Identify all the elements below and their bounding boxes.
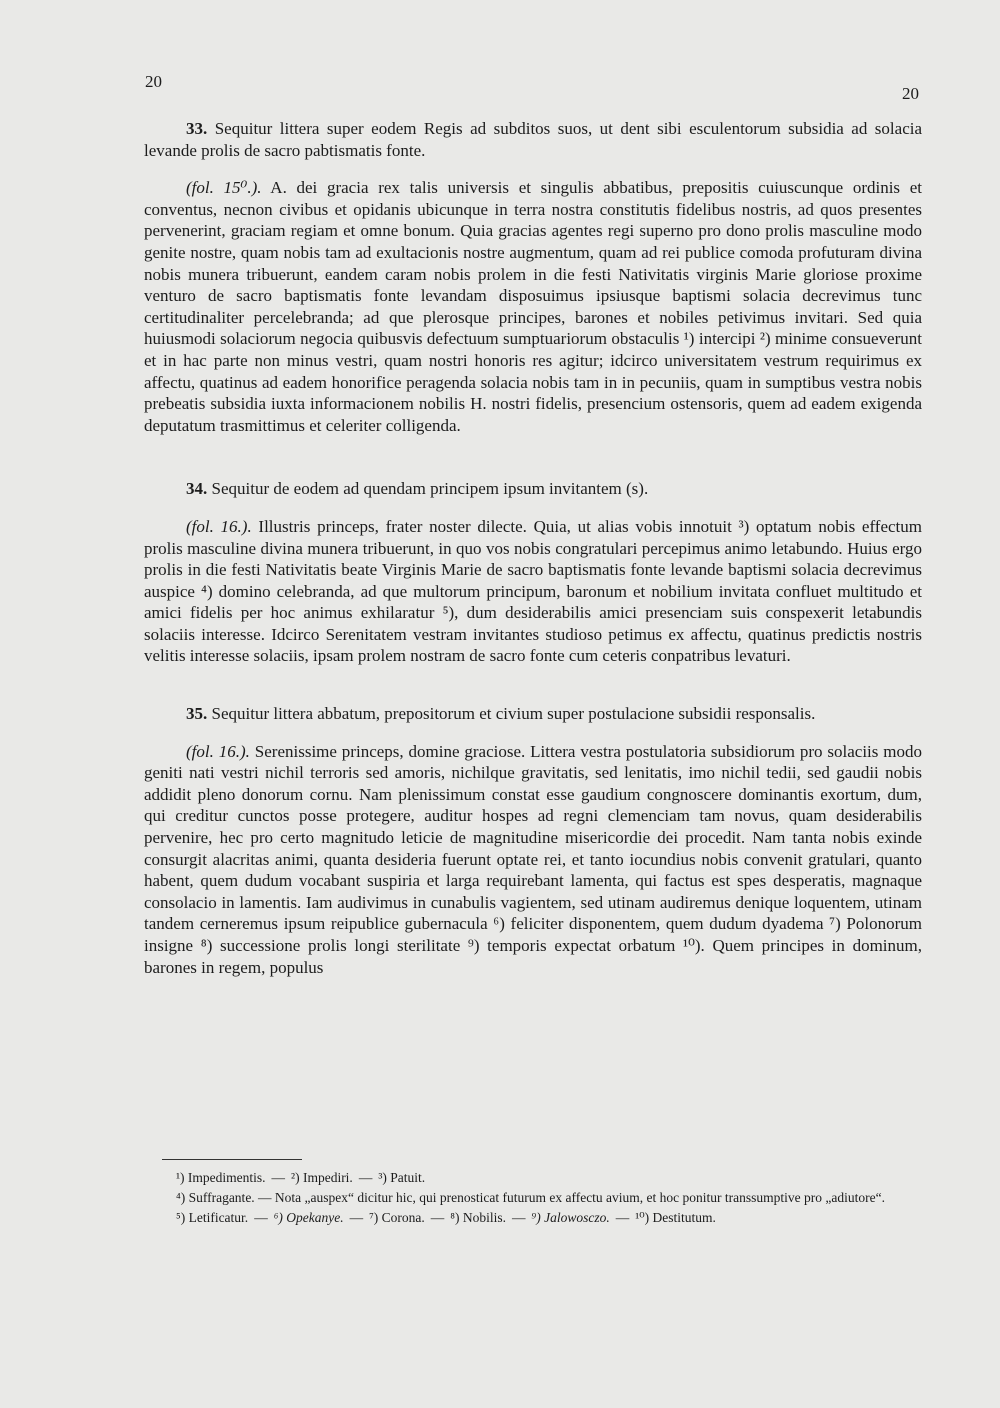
footnote-line bbox=[144, 1208, 922, 1228]
footnote: ¹⁰) Destitutum. bbox=[635, 1210, 716, 1225]
section-text: Illustris princeps, frater noster dilecte. Quia, ut alias vobis innotuit ³) optatum nobis effectum prolis masculine divina munera tribuerunt, in quo vos nobis congratulari percepimus animo letabundo. Huius ergo prolis in die festi Nativitatis beate Virginis Marie de sacro baptismatis fonte levande baptismi solacia decrevimus auspice ⁴) domino celebranda, ad que multorum principum, baronum et nobilium invitata confluet multitudo et amici fidelis per hoc animus exhilaratur ⁵), dum desiderabilis amici presenciam suis conspexerit letabundis solaciis interesse. Idcirco Serenitatem vestram invitantes studioso petimus ex affectu, quatinus predictis nostris velitis interesse solaciis, ipsam prolem nostram de sacro fonte cum ceteris conpatribus levaturi. bbox=[144, 516, 922, 666]
section-number: 33. bbox=[186, 119, 208, 138]
section-heading bbox=[144, 118, 922, 161]
section-text: Serenissime princeps, domine graciose. Littera vestra postulatoria subsidiorum pro solaciis modo geniti nati vestri nichil terroris sed amoris, nichilque gravitatis, sed lenitatis, imo nichil tedii, sed gaudii nobis addidit pleno donorum cornu. Nam plenissimum constat esse gaudium congnoscere dominantis exortum, dum, qui creditur cunctos posse protegere, auditur hospes ad regni clemenciam tam novus, quam desiderabilis pervenire, hec pro certo magnitudo leticie de magnitudine misericordie dei procedit. Nam tanta nobis exinde consurgit alacritas animi, quanta desideria fuerunt optate rei, et tanto iocundius nobis convenit gratulari, quanto habent, quem dudum vocabant suspiria et larga requirebant lamenta, qui factus est spes desperatis, magnaque consolacio in lamentis. Iam audivimus in cunabulis vagientem, sed utinam audiremus denique loquentem, utinam tandem cerneremus ipsum reipublice gubernacula ⁶) feliciter disponentem, quem dudum dyadema ⁷) Polonorum insigne ⁸) successione prolis longi sterilitate ⁹) temporis expectat orbatum ¹⁰). Quem principes in dominum, barones in regem, populus bbox=[144, 741, 922, 977]
footnote: ⁸) Nobilis. bbox=[450, 1210, 507, 1225]
footnote-separator: — bbox=[271, 1170, 286, 1185]
section-heading bbox=[144, 478, 922, 500]
main-text bbox=[144, 118, 922, 978]
footnote-separator: — bbox=[349, 1210, 364, 1225]
section-text: A. dei gracia rex talis universis et singulis abbatibus, prepositis cuiuscunque ordinis et conventus, necnon civibus et opidanis ubicunque in terra nostra constitutis fidelibus nostris, ad quos presentes pervenerint, graciam regiam et omne bonum. Quia gracias agentes regi superno pro dono prolis masculine modo genite nostre, quam nobis tam ad exultacionis nostre augmentum, quam ad rei publice comoda profuturam divina nobis munera tribuerunt, eandem caram nobis prolem in die festi Nativitatis virginis Marie gloriose proxime venturo de sacro baptismatis fonte levandam disposuimus ipsiusque baptismi solacia decrevimus tunc certitudinaliter percelebranda; ad que plerosque principes, barones et nobiles petivimus invitari. Sed quia huiusmodi solaciorum negocia quibusvis defectuum sumptuariorum obstaculis ¹) intercipi ²) minime consueverunt et in hac parte non minus vestri, quam nostri honoris res agitur; idcirco universitatem vestrum requirimus ex affectu, quatinus ad eadem honorifice peragenda solacia nobis tam in in pecuniis, quam in sumptibus vestra nobis prebeatis subsidia iuxta informacionem nobilis H. nostri fidelis, presencium ostensoris, quem ad eadem exigenda deputatum trasmittimus et celeriter colligenda. bbox=[144, 178, 922, 435]
footnote: ⁵) Letificatur. bbox=[176, 1210, 249, 1225]
footnote-separator: — bbox=[430, 1210, 445, 1225]
section-body bbox=[144, 741, 922, 979]
footnote-separator: — bbox=[254, 1210, 268, 1225]
section-35 bbox=[144, 703, 922, 978]
section-number: 34. bbox=[186, 479, 208, 499]
folio-reference: (fol. 16.). bbox=[186, 516, 252, 536]
folio-reference: (fol. 15⁰.). bbox=[186, 178, 262, 198]
footnote-separator: — bbox=[615, 1210, 630, 1225]
footnote-divider bbox=[162, 1159, 302, 1160]
footnote: ⁶) Opekanye. bbox=[273, 1210, 344, 1225]
footnote-line bbox=[144, 1188, 922, 1208]
footnote: ⁷) Corona. bbox=[369, 1210, 425, 1225]
footnote: ²) Impediri. bbox=[291, 1170, 353, 1185]
section-title: Sequitur de eodem ad quendam principem ipsum invitantem (s). bbox=[211, 479, 649, 499]
page-number-right: 20 bbox=[902, 84, 919, 103]
section-title: Sequitur littera super eodem Regis ad subditos suos, ut dent sibi esculentorum subsidia ad solacia levande prolis de sacro pabtismatis fonte. bbox=[144, 119, 923, 160]
footnote-line bbox=[144, 1168, 922, 1188]
footnote: ⁴) Suffragante. — Nota „auspex“ dicitur hic, qui prenosticat futurum ex affectu avium, et hoc ponitur transsumptive pro „adiutore“. bbox=[176, 1190, 885, 1205]
footnote: ¹) Impedimentis. bbox=[176, 1170, 266, 1185]
footnote-separator: — bbox=[358, 1170, 373, 1185]
footnote: ³) Patuit. bbox=[378, 1170, 426, 1185]
section-heading bbox=[144, 703, 922, 725]
footnotes bbox=[144, 1168, 922, 1228]
section-body bbox=[144, 516, 922, 667]
section-title: Sequitur littera abbatum, prepositorum et civium super postulacione subsidii responsalis. bbox=[211, 704, 816, 724]
footnote: ⁹) Jalowosczo. bbox=[531, 1210, 610, 1225]
footnote-separator: — bbox=[512, 1210, 526, 1225]
section-body bbox=[144, 177, 922, 436]
page-number-left: 20 bbox=[145, 72, 162, 91]
folio-reference: (fol. 16.). bbox=[186, 741, 250, 761]
section-number: 35. bbox=[186, 704, 208, 724]
section-34 bbox=[144, 478, 922, 667]
section-33 bbox=[144, 118, 922, 436]
